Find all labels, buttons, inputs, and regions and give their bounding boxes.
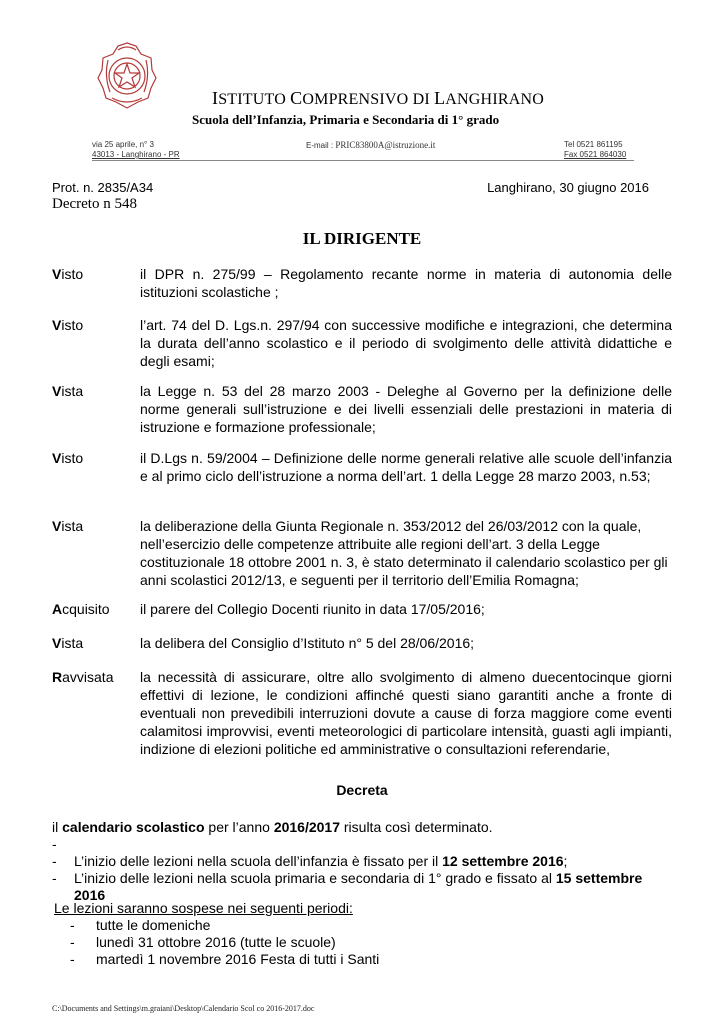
institution-name: ISTITUTO COMPRENSIVO DI LANGHIRANO [212, 88, 544, 108]
footer-file-path: C:\Documents and Settings\m.graiani\Desktop\Calendario Scol co 2016-2017.doc [52, 1004, 315, 1013]
clause-text: il D.Lgs n. 59/2004 – Definizione delle norme generali relative alle scuole dell’infanzia e al primo ciclo dell’istruzione a norma dell’art. 1 della Legge 28 marzo 2003, n.53; [140, 450, 672, 484]
clause-vista-legge53 [52, 382, 672, 436]
list-item: - L’inizio delle lezioni nella scuola primaria e secondaria di 1° grado e fissato al 15 settembre 2016 [52, 870, 643, 903]
clause-label: Acquisito [52, 601, 110, 617]
email-value: PRIC83800A@istruzione.it [335, 140, 436, 150]
decreta-heading: Decreta [336, 782, 388, 798]
suspension-heading: Le lezioni saranno sospese nei seguenti periodi: [54, 900, 353, 916]
clause-label: Ravvisata [52, 669, 114, 685]
fax-line: Fax 0521 864030 [564, 150, 627, 159]
clause-visto-art74 [52, 316, 672, 370]
clause-visto-dpr [52, 265, 672, 301]
list-item: - tutte le domeniche [70, 917, 211, 933]
list-item: - L’inizio delle lezioni nella scuola dell’infanzia è fissato per il 12 settembre 2016; [52, 853, 568, 869]
place-date: Langhirano, 30 giugno 2016 [487, 180, 649, 195]
clause-label: Vista [52, 518, 84, 534]
clause-label: Visto [52, 450, 84, 466]
address-line-1: via 25 aprile, n° 3 [92, 140, 154, 149]
clause-text: la Legge n. 53 del 28 marzo 2003 - Deleghe al Governo per la definizione delle norme generali sull’istruzione e dei livelli essenziali delle prestazioni in materia di istruzione e formazione professionale; [140, 383, 672, 435]
suspension-list [70, 917, 379, 968]
institution-subtitle: Scuola dell’Infanzia, Primaria e Secondaria di 1° grado [192, 112, 500, 127]
republic-emblem-logo [96, 40, 158, 112]
list-item: - [52, 836, 57, 852]
clause-ravvisata [52, 668, 672, 758]
clause-text: l’art. 74 del D. Lgs.n. 297/94 con successive modifiche e integrazioni, che determina la durata dell’anno scolastico e il periodo di svolgimento delle attività didattiche e degli esami; [140, 317, 672, 369]
clause-visto-dlgs59 [52, 449, 672, 485]
clause-vista-delibera [52, 634, 672, 652]
email-line [306, 140, 435, 150]
decree-number: Decreto n 548 [52, 196, 137, 212]
clause-text: la delibera del Consiglio d’Istituto n° 5 del 28/06/2016; [140, 635, 475, 651]
clause-text: il DPR n. 275/99 – Regolamento recante norme in materia di autonomia delle istituzioni scolastiche ; [140, 266, 672, 300]
address-line-2: 43013 - Langhirano - PR [92, 150, 180, 159]
start-dates-list [52, 836, 677, 904]
clause-label: Vista [52, 383, 84, 399]
document-title: IL DIRIGENTE [302, 229, 422, 248]
clause-text: il parere del Collegio Docenti riunito in data 17/05/2016; [140, 601, 485, 617]
clause-label: Visto [52, 266, 84, 282]
header-divider [92, 160, 634, 161]
list-item: - lunedì 31 ottobre 2016 (tutte le scuole) [70, 934, 336, 950]
list-item: - martedì 1 novembre 2016 Festa di tutti i Santi [70, 951, 380, 967]
clause-text: la necessità di assicurare, oltre allo svolgimento di almeno duecentocinque giorni effettivi di lezione, le condizioni affinché questi siano garantiti anche a fronte di eventuali non prevedibili interruzioni dovute a cause di forza maggiore come eventi calamitosi improvvisi, eventi meteorologici di particolare intensità, guasti agli impianti, indizione di elezioni politiche ed amministrative o consultazioni referendarie, [140, 669, 672, 757]
clause-label: Vista [52, 635, 84, 651]
clause-label: Visto [52, 317, 84, 333]
calendar-statement: il calendario scolastico per l’anno 2016/2017 risulta così determinato. [52, 819, 493, 835]
clause-acquisito [52, 600, 672, 618]
tel-line: Tel 0521 861195 [564, 140, 623, 149]
email-label: E-mail : [306, 141, 336, 150]
protocol-number: Prot. n. 2835/A34 [52, 180, 154, 195]
clause-vista-giunta [52, 517, 672, 589]
clause-text: la deliberazione della Giunta Regionale n. 353/2012 del 26/03/2012 con la quale, nell’esercizio delle competenze attribuite alle regioni dell’art. 3 della Legge costituzionale 18 ottobre 2001 n. 3, è stato determinato il calendario scolastico per gli anni scolastici 2012/13, e seguenti per il territorio dell’Emilia Romagna; [140, 518, 668, 588]
